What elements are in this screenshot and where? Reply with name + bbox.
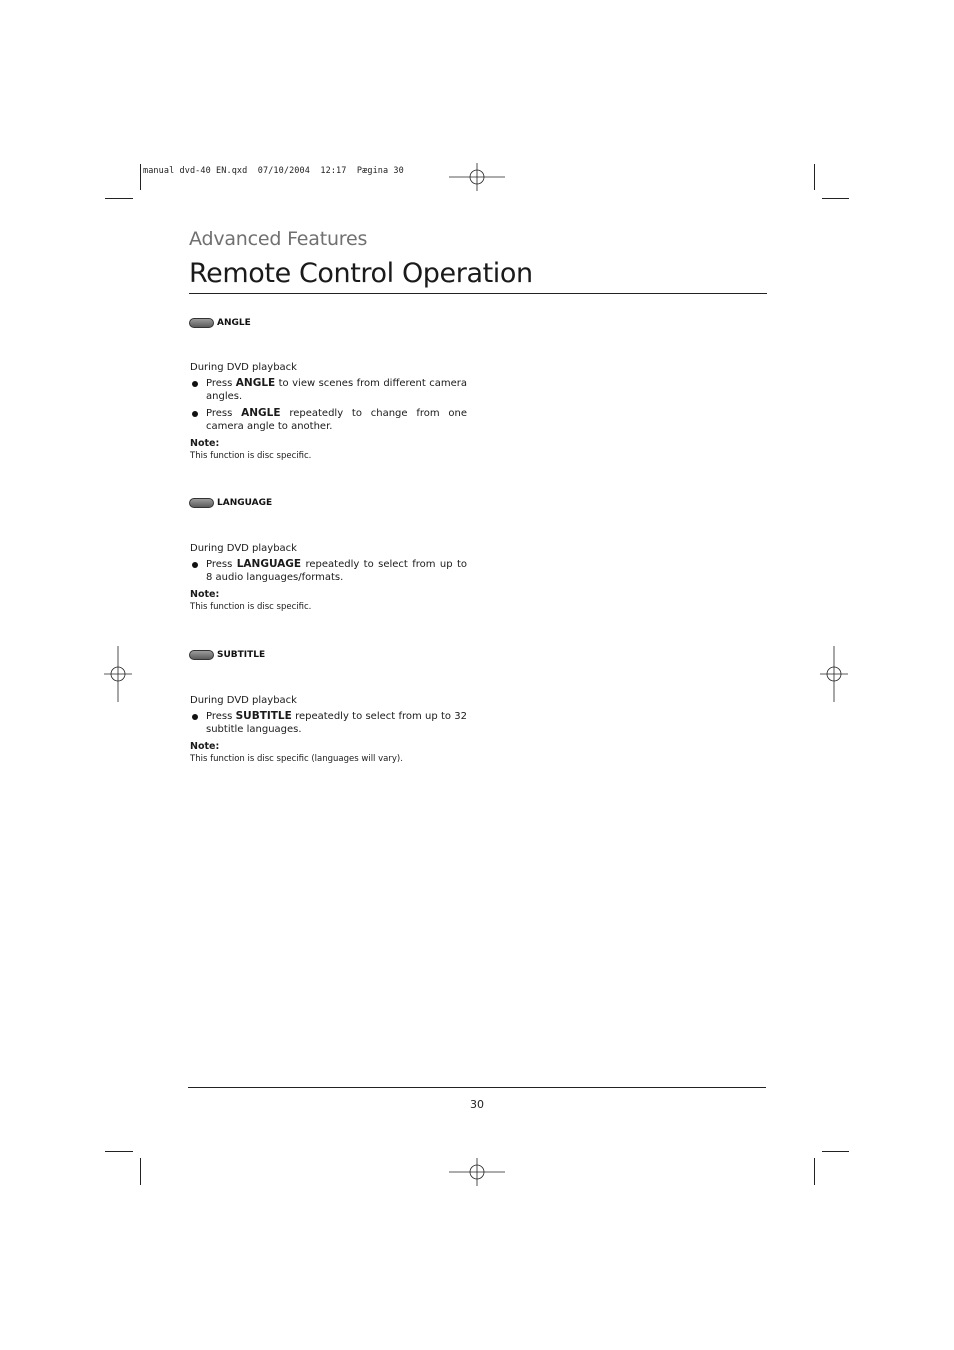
bullet-icon — [192, 562, 198, 568]
title-divider — [189, 293, 767, 294]
subtitle-button-legend — [189, 650, 265, 660]
bullet-icon — [192, 381, 198, 387]
section-title: Advanced Features — [189, 228, 368, 250]
bullet-icon — [192, 411, 198, 417]
registration-mark-icon — [449, 163, 505, 191]
button-label: ANGLE — [217, 318, 251, 328]
registration-mark-icon — [449, 1158, 505, 1186]
bullet-icon — [192, 714, 198, 720]
note-text: This function is disc specific (languages will vary). — [190, 753, 403, 764]
crop-mark — [105, 198, 133, 199]
subtitle-instructions — [190, 694, 467, 765]
print-slug: manual dvd-40 EN.qxd 07/10/2004 12:17 Pægina 30 — [143, 166, 404, 176]
crop-mark — [105, 1151, 133, 1152]
remote-button-icon — [189, 318, 214, 328]
remote-button-icon — [189, 498, 214, 508]
note-heading: Note: — [190, 740, 220, 752]
list-item: Press ANGLE to view scenes from different camera angles. — [190, 377, 467, 404]
list-item: Press SUBTITLE repeatedly to select from up to 32 subtitle languages. — [190, 710, 467, 737]
note-heading: Note: — [190, 437, 220, 449]
intro-text: During DVD playback — [190, 362, 297, 373]
angle-instructions — [190, 361, 467, 462]
note-text: This function is disc specific. — [190, 450, 312, 461]
page-number: 30 — [470, 1098, 484, 1111]
button-label: LANGUAGE — [217, 498, 273, 508]
crop-mark — [140, 164, 141, 190]
remote-button-icon — [189, 650, 214, 660]
page-title: Remote Control Operation — [189, 258, 533, 289]
language-instructions — [190, 542, 467, 613]
crop-mark — [822, 198, 849, 199]
list-item: Press LANGUAGE repeatedly to select from up to 8 audio languages/formats. — [190, 558, 467, 585]
crop-mark — [140, 1158, 141, 1185]
language-button-legend — [189, 498, 272, 508]
angle-button-legend — [189, 318, 251, 328]
crop-mark — [822, 1151, 849, 1152]
intro-text: During DVD playback — [190, 543, 297, 554]
intro-text: During DVD playback — [190, 695, 297, 706]
list-item: Press ANGLE repeatedly to change from one camera angle to another. — [190, 407, 467, 434]
crop-mark — [814, 164, 815, 190]
note-heading: Note: — [190, 588, 220, 600]
footer-divider — [188, 1087, 766, 1088]
note-text: This function is disc specific. — [190, 601, 312, 612]
registration-mark-icon — [820, 646, 848, 702]
button-label: SUBTITLE — [217, 650, 266, 660]
crop-mark — [814, 1158, 815, 1185]
registration-mark-icon — [104, 646, 132, 702]
